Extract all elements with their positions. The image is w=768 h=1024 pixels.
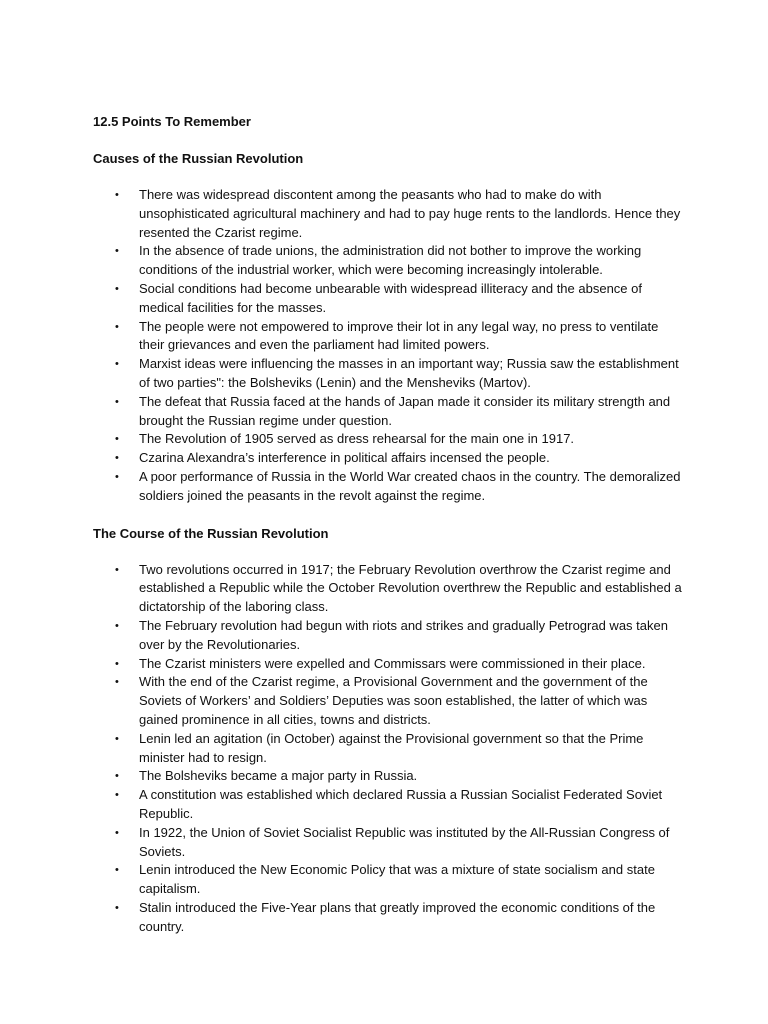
bullet-icon: • bbox=[115, 189, 119, 201]
bullet-icon: • bbox=[115, 358, 119, 371]
list-item: • A constitution was established which declared Russia a Russian Socialist Federated Soviet Republic. bbox=[115, 787, 663, 821]
bullet-icon: • bbox=[115, 282, 119, 295]
list-item: • Two revolutions occurred in 1917; the February Revolution overthrow the Czarist regime and established a Republic while the October Revolution overthrew the Republic and established a dictatorship of the laboring class. bbox=[115, 561, 682, 615]
list-item: • The February revolution had begun with riots and strikes and gradually Petrograd was taken over by the Revolutionaries. bbox=[115, 617, 668, 652]
bullet-icon: • bbox=[115, 452, 119, 465]
bullet-icon: • bbox=[115, 676, 119, 689]
page-heading: 12.5 Points To Remember bbox=[93, 114, 251, 129]
bullet-icon: • bbox=[115, 395, 119, 408]
list-item: • The defeat that Russia faced at the hands of Japan made it consider its military strength and brought the Russian regime under question. bbox=[115, 393, 671, 428]
bullet-icon: • bbox=[115, 864, 119, 877]
list-item: • With the end of the Czarist regime, a Provisional Government and the government of the Soviets of Workers’ and Soldiers’ Deputies was soon established, the latter of which was gained prominence in all cities, towns and districts. bbox=[115, 674, 648, 727]
bullet-icon: • bbox=[115, 901, 119, 914]
bullet-icon: • bbox=[115, 619, 119, 632]
list-item: • There was widespread discontent among the peasants who had to make do with unsophisticated agricultural machinery and had to pay huge rents to the landlords. Hence they resented the Czarist regime. bbox=[115, 187, 681, 240]
course-list bbox=[93, 561, 683, 937]
list-item: • Lenin introduced the New Economic Policy that was a mixture of state socialism and state capitalism. bbox=[115, 862, 655, 897]
bullet-icon: • bbox=[115, 732, 119, 745]
bullet-icon: • bbox=[115, 657, 119, 670]
list-item: • The Bolsheviks became a major party in Russia. bbox=[93, 767, 683, 786]
list-item: • The Czarist ministers were expelled and Commissars were commissioned in their place. bbox=[93, 655, 683, 674]
list-item: • Stalin introduced the Five-Year plans that greatly improved the economic conditions of the country. bbox=[115, 899, 656, 934]
bullet-icon: • bbox=[115, 245, 119, 258]
list-item: • In the absence of trade unions, the administration did not bother to improve the working conditions of the industrial worker, which were becoming increasingly intolerable. bbox=[115, 243, 642, 278]
bullet-icon: • bbox=[115, 470, 119, 483]
list-item: • The Revolution of 1905 served as dress rehearsal for the main one in 1917. bbox=[93, 430, 683, 449]
list-item: • Czarina Alexandra’s interference in political affairs incensed the people. bbox=[93, 449, 683, 468]
list-item: • In 1922, the Union of Soviet Socialist Republic was instituted by the All-Russian Congress of Soviets. bbox=[115, 824, 670, 859]
causes-list bbox=[93, 186, 683, 506]
bullet-icon: • bbox=[115, 826, 119, 839]
section-title-course: The Course of the Russian Revolution bbox=[93, 525, 329, 541]
bullet-icon: • bbox=[115, 433, 119, 446]
document-content bbox=[93, 112, 683, 936]
section-title-causes: Causes of the Russian Revolution bbox=[93, 151, 304, 166]
bullet-icon: • bbox=[115, 770, 119, 783]
list-item: • The people were not empowered to improve their lot in any legal way, no press to ventilate their grievances and even the parliament had limited powers. bbox=[115, 318, 659, 353]
bullet-icon: • bbox=[115, 789, 119, 802]
bullet-icon: • bbox=[115, 563, 119, 576]
bullet-icon: • bbox=[115, 320, 119, 333]
list-item: • A poor performance of Russia in the World War created chaos in the country. The demoralized soldiers joined the peasants in the revolt against the regime. bbox=[115, 468, 681, 503]
list-item: • Marxist ideas were influencing the masses in an important way; Russia saw the establishment of two parties": the Bolsheviks (Lenin) and the Mensheviks (Martov). bbox=[115, 356, 679, 390]
list-item: • Lenin led an agitation (in October) against the Provisional government so that the Prime minister had to resign. bbox=[115, 730, 644, 765]
list-item: • Social conditions had become unbearable with widespread illiteracy and the absence of medical facilities for the masses. bbox=[115, 280, 642, 315]
